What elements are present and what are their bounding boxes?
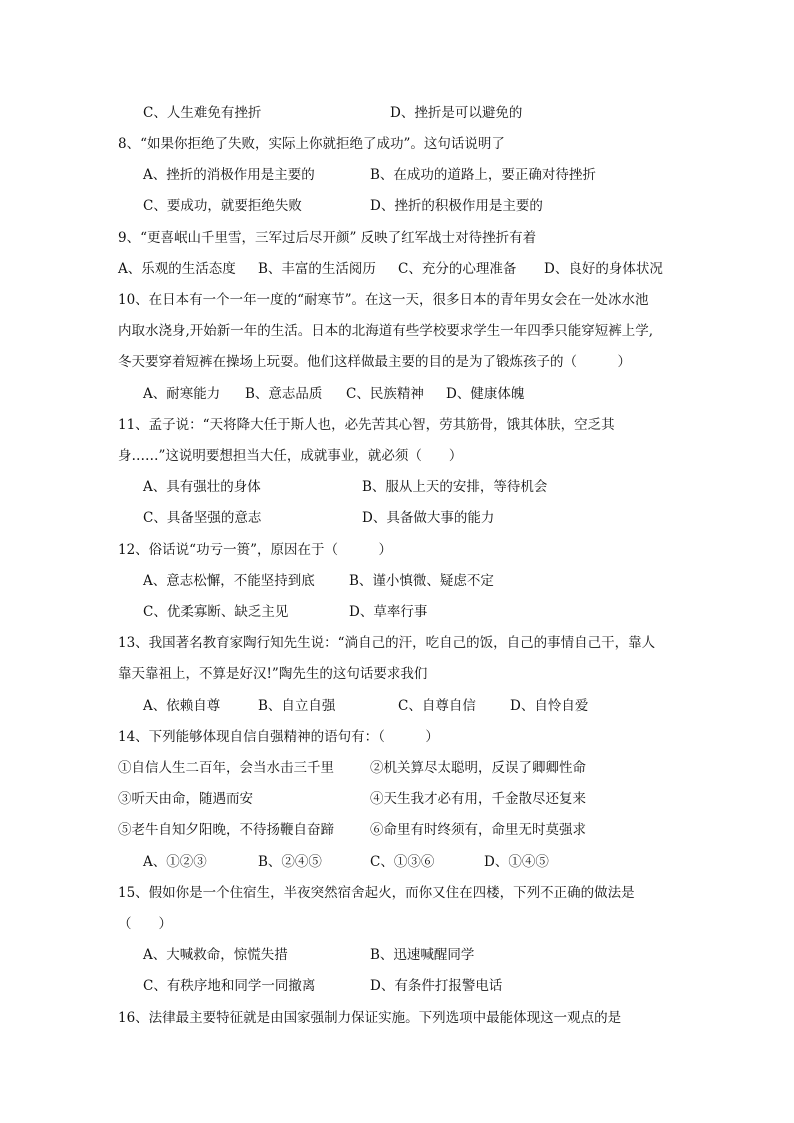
q12-stem: 12、俗话说“功亏一篑”，原因在于（ ） xyxy=(118,542,392,558)
q11-line-2: 身……”这说明要想担当大任，成就事业，就必须（ ） xyxy=(118,448,463,464)
q15-option-a: A、大喊救命，惊慌失措 xyxy=(143,947,288,963)
q7-option-d: D、挫折是可以避免的 xyxy=(390,105,523,121)
q8-option-a: A、挫折的消极作用是主要的 xyxy=(143,167,315,183)
q8-stem: 8、“如果你拒绝了失败，实际上你就拒绝了成功”。这句话说明了 xyxy=(118,136,505,152)
q14-sentence-3: ③听天由命，随遇而安 xyxy=(118,791,253,807)
q11-option-c: C、具备坚强的意志 xyxy=(143,510,262,526)
q9-option-b: B、丰富的生活阅历 xyxy=(258,261,376,277)
q12-option-b: B、谨小慎微、疑虑不定 xyxy=(349,573,494,589)
q10-option-d: D、健康体魄 xyxy=(446,386,525,402)
q10-line-2: 内取水浇身,开始新一年的生活。日本的北海道有些学校要求学生一年四季只能穿短裤上学, xyxy=(118,323,654,339)
q10-option-a: A、耐寒能力 xyxy=(143,386,221,402)
q14-sentence-6: ⑥命里有时终须有，命里无时莫强求 xyxy=(370,822,586,838)
q10-line-3: 冬天要穿着短裤在操场上玩耍。他们这样做最主要的目的是为了锻炼孩子的（ ） xyxy=(118,354,631,370)
q11-option-d: D、具备做大事的能力 xyxy=(362,510,495,526)
q14-sentence-5: ⑤老牛自知夕阳晚，不待扬鞭自奋蹄 xyxy=(118,822,334,838)
q14-sentence-1: ①自信人生二百年，会当水击三千里 xyxy=(118,760,334,776)
q10-option-c: C、民族精神 xyxy=(346,386,424,402)
q15-line-1: 15、假如你是一个住宿生，半夜突然宿舍起火，而你又住在四楼，下列不正确的做法是 xyxy=(118,885,635,901)
q10-option-b: B、意志品质 xyxy=(245,386,323,402)
q15-option-d: D、有条件打报警电话 xyxy=(370,978,503,994)
q16-stem: 16、法律最主要特征就是由国家强制力保证实施。下列选项中最能体现这一观点的是 xyxy=(118,1010,622,1026)
q9-option-a: A、乐观的生活态度 xyxy=(118,261,236,277)
q14-option-a: A、①②③ xyxy=(143,854,207,870)
q14-sentence-2: ②机关算尽太聪明，反误了卿卿性命 xyxy=(370,760,586,776)
q8-option-c: C、要成功，就要拒绝失败 xyxy=(143,198,302,214)
q9-stem: 9、“更喜岷山千里雪，三军过后尽开颜” 反映了红军战士对待挫折有着 xyxy=(118,230,537,246)
q13-line-2: 靠天靠祖上，不算是好汉!”陶先生的这句话要求我们 xyxy=(118,666,428,682)
q15-option-b: B、迅速喊醒同学 xyxy=(370,947,475,963)
q7-option-c: C、人生难免有挫折 xyxy=(143,105,262,121)
q14-sentence-4: ④天生我才必有用，千金散尽还复来 xyxy=(370,791,586,807)
q10-line-1: 10、在日本有一个一年一度的“耐寒节”。在这一天，很多日本的青年男女会在一处冰水池 xyxy=(118,292,649,308)
q12-option-a: A、意志松懈，不能坚持到底 xyxy=(143,573,315,589)
q8-option-b: B、在成功的道路上，要正确对待挫折 xyxy=(370,167,596,183)
q8-option-d: D、挫折的积极作用是主要的 xyxy=(370,198,543,214)
q15-option-c: C、有秩序地和同学一同撤离 xyxy=(143,978,316,994)
q14-option-c: C、①③⑥ xyxy=(370,854,435,870)
q11-line-1: 11、孟子说：“天将降大任于斯人也，必先苦其心智，劳其筋骨，饿其体肤，空乏其 xyxy=(118,417,615,433)
q14-option-d: D、①④⑤ xyxy=(484,854,549,870)
q9-option-d: D、良好的身体状况 xyxy=(544,261,663,277)
q13-option-d: D、自怜自爱 xyxy=(510,698,589,714)
q11-option-a: A、具有强壮的身体 xyxy=(143,479,261,495)
q14-stem: 14、下列能够体现自信自强精神的语句有：（ ） xyxy=(118,729,439,745)
q13-option-a: A、依赖自尊 xyxy=(143,698,221,714)
q12-option-d: D、草率行事 xyxy=(349,604,428,620)
q13-line-1: 13、我国著名教育家陶行知先生说：“淌自己的汗，吃自己的饭，自己的事情自己干，靠人 xyxy=(118,635,656,651)
q13-option-b: B、自立自强 xyxy=(258,698,336,714)
q13-option-c: C、自尊自信 xyxy=(398,698,476,714)
q9-option-c: C、充分的心理准备 xyxy=(398,261,517,277)
q11-option-b: B、服从上天的安排，等待机会 xyxy=(362,479,548,495)
q14-option-b: B、②④⑤ xyxy=(258,854,322,870)
q15-line-2: （ ） xyxy=(118,916,172,932)
q12-option-c: C、优柔寡断、缺乏主见 xyxy=(143,604,289,620)
